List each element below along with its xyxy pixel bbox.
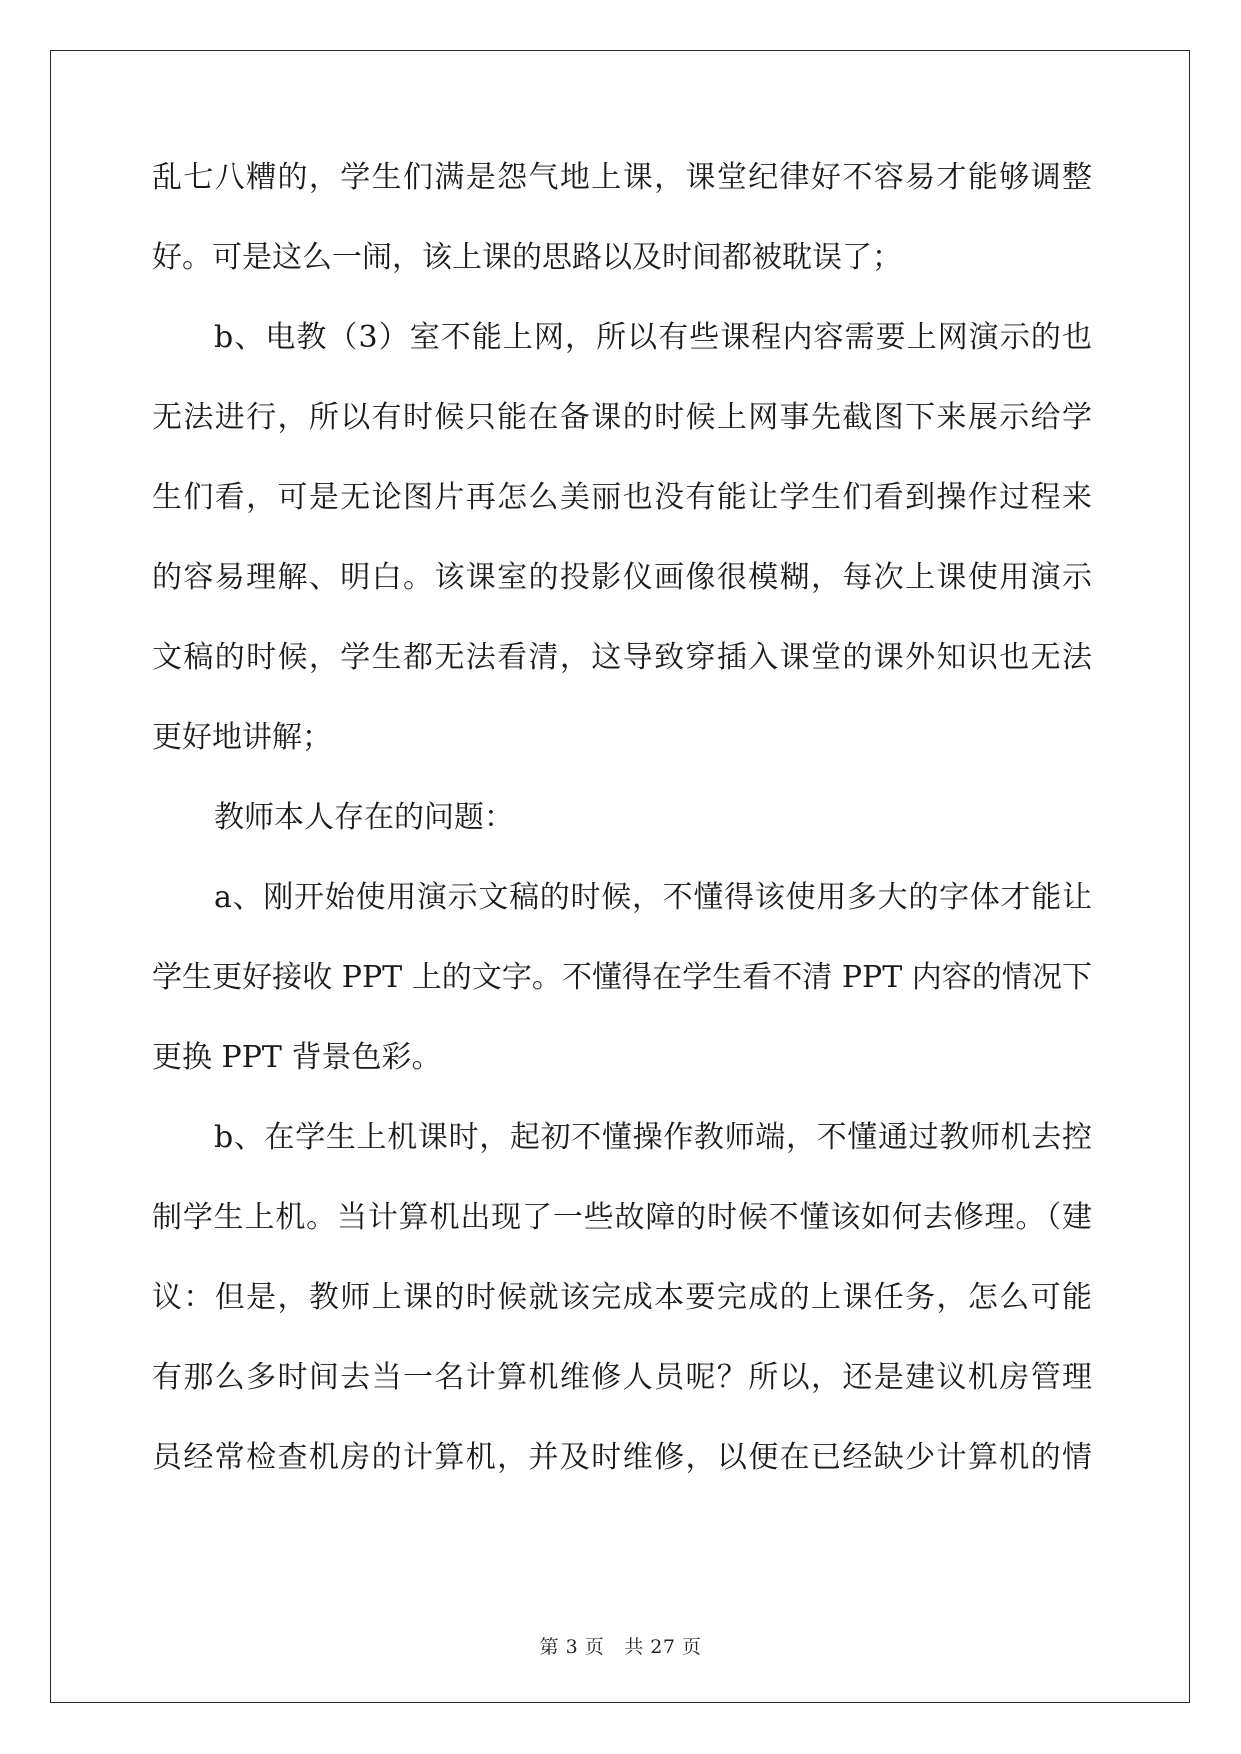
text-line: 生们看，可是无论图片再怎么美丽也没有能让学生们看到操作过程来 (152, 480, 1092, 515)
text-line: 制学生上机。当计算机出现了一些故障的时候不懂该如何去修理。（建 (152, 1200, 1092, 1235)
text-line: 的容易理解、明白。该课室的投影仪画像很模糊，每次上课使用演示 (152, 560, 1092, 595)
text-line: 文稿的时候，学生都无法看清，这导致穿插入课堂的课外知识也无法 (152, 640, 1092, 675)
text-line: 更换 PPT 背景色彩。 (152, 1040, 442, 1075)
text-line: 有那么多时间去当一名计算机维修人员呢？所以，还是建议机房管理 (152, 1360, 1092, 1395)
text-line: b、在学生上机课时，起初不懂操作教师端，不懂通过教师机去控 (214, 1120, 1092, 1155)
text-line: 更好地讲解； (152, 720, 332, 755)
text-line: b、电教（3）室不能上网，所以有些课程内容需要上网演示的也 (214, 320, 1092, 355)
text-line: 学生更好接收 PPT 上的文字。不懂得在学生看不清 PPT 内容的情况下 (152, 960, 1092, 995)
text-line: 乱七八糟的，学生们满是怨气地上课，课堂纪律好不容易才能够调整 (152, 160, 1092, 195)
text-line: a、刚开始使用演示文稿的时候，不懂得该使用多大的字体才能让 (214, 880, 1092, 915)
text-line: 员经常检查机房的计算机，并及时维修，以便在已经缺少计算机的情 (152, 1440, 1092, 1475)
page-total: 共 27 页 (624, 1636, 702, 1658)
page-footer (0, 1632, 1241, 1659)
document-body (152, 160, 1092, 1520)
text-line: 议：但是，教师上课的时候就该完成本要完成的上课任务，怎么可能 (152, 1280, 1092, 1315)
page-number: 第 3 页 (539, 1636, 605, 1658)
text-line: 无法进行，所以有时候只能在备课的时候上网事先截图下来展示给学 (152, 400, 1092, 435)
text-line: 好。可是这么一闹，该上课的思路以及时间都被耽误了； (152, 240, 902, 275)
section-heading: 教师本人存在的问题： (214, 800, 514, 835)
